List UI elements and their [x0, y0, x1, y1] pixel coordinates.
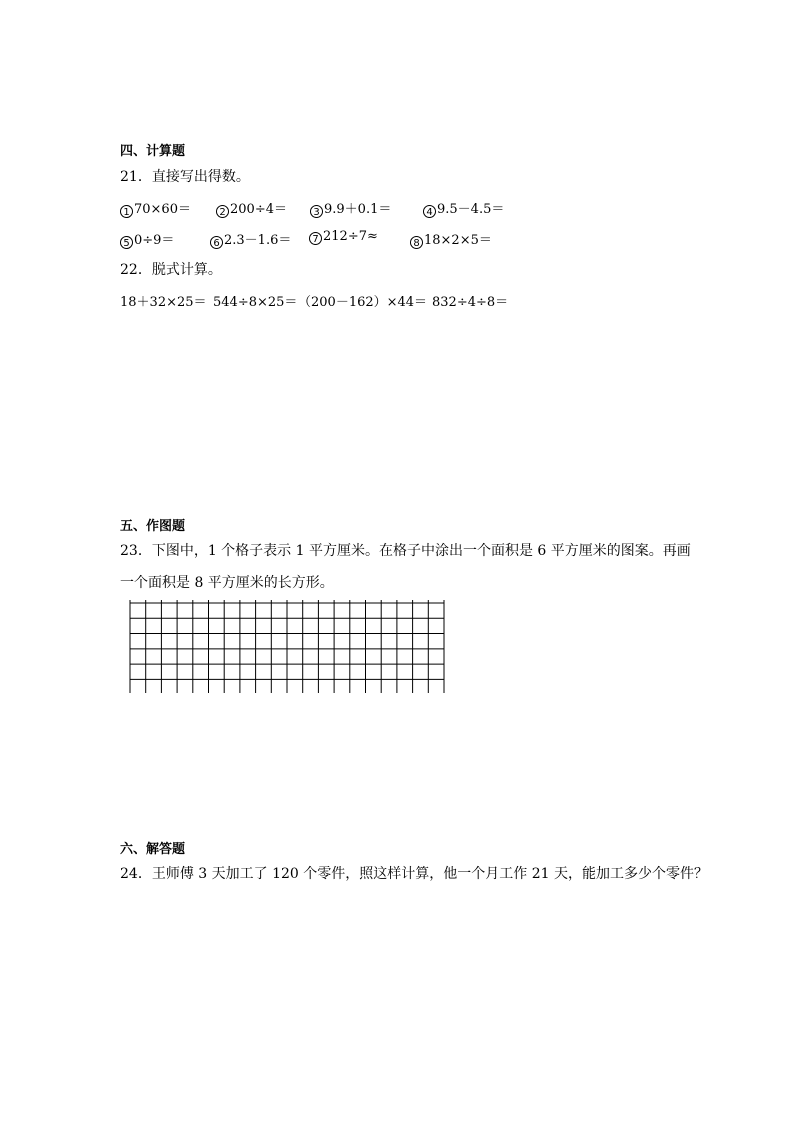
q22-expression-1: 18＋32×25＝	[120, 295, 207, 310]
question-24-text: 24．王师傅 3 天加工了 120 个零件，照这样计算，他一个月工作 21 天，能加工多少个零件？	[120, 866, 708, 882]
section-heading-word-problems: 六、解答题	[120, 842, 186, 857]
q21-expression: 9.9＋0.1＝	[324, 202, 392, 217]
question-23-line-2: 一个面积是 8 平方厘米的长方形。	[120, 575, 334, 591]
q21-expression: 212÷7≈	[323, 229, 378, 244]
circled-number: 1	[120, 205, 133, 218]
q21-item-8	[410, 229, 492, 249]
q21-expression: 9.5－4.5＝	[437, 202, 505, 217]
circled-number: 8	[410, 236, 423, 249]
q21-item-7	[309, 229, 378, 245]
q21-expression: 18×2×5＝	[424, 233, 492, 248]
q22-expression-2: 544÷8×25＝	[213, 295, 298, 310]
section-heading-drawing: 五、作图题	[120, 519, 186, 534]
question-21-prompt: 21．直接写出得数。	[120, 169, 250, 185]
q21-item-6	[210, 229, 291, 249]
q21-item-3	[310, 198, 391, 218]
q22-expression-3: （200－162）×44＝	[298, 295, 428, 310]
question-23-line-1: 23．下图中，1 个格子表示 1 平方厘米。在格子中涂出一个面积是 6 平方厘米的图案。再画	[120, 543, 691, 559]
q21-expression: 2.3－1.6＝	[224, 233, 292, 248]
q21-item-5	[120, 229, 174, 249]
q22-expression-4: 832÷4÷8＝	[432, 295, 509, 310]
circled-number: 5	[120, 236, 133, 249]
q21-expression: 200÷4＝	[230, 202, 287, 217]
square-grid[interactable]	[129, 599, 447, 693]
circled-number: 3	[310, 205, 323, 218]
question-22-prompt: 22．脱式计算。	[120, 262, 222, 278]
q21-item-2	[216, 198, 287, 218]
circled-number: 2	[216, 205, 229, 218]
circled-number: 6	[210, 236, 223, 249]
q21-expression: 70×60＝	[134, 202, 191, 217]
q21-item-1	[120, 198, 191, 218]
circled-number: 4	[423, 205, 436, 218]
circled-number: 7	[309, 232, 322, 245]
q21-item-4	[423, 198, 504, 218]
q21-expression: 0÷9＝	[134, 233, 175, 248]
section-heading-calculation: 四、计算题	[120, 144, 186, 159]
